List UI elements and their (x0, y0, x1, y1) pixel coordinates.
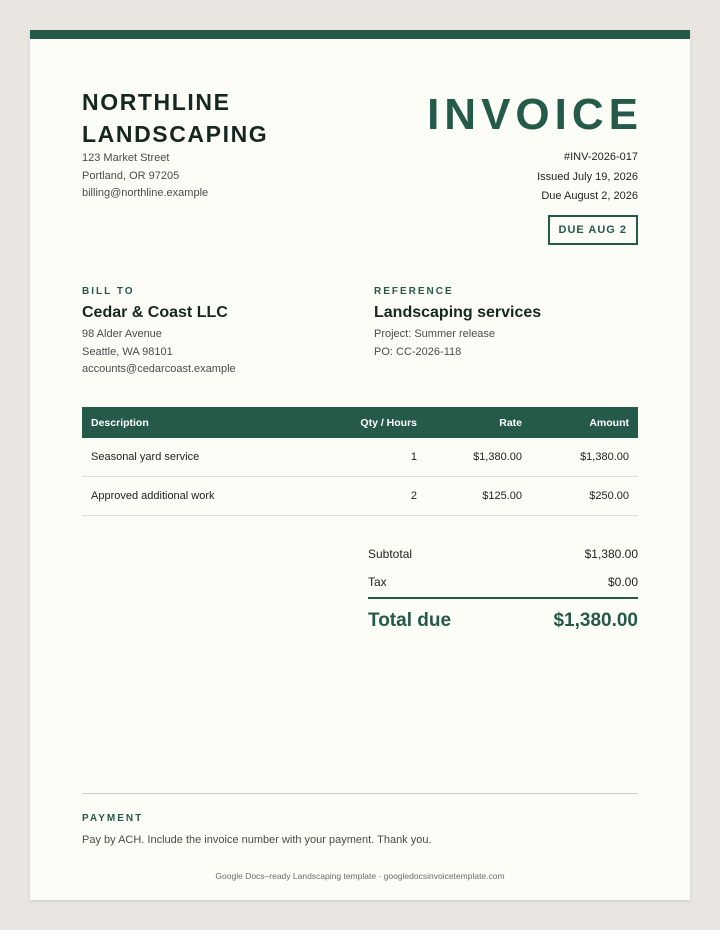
total-due-value: $1,380.00 (553, 610, 638, 631)
due-badge: DUE AUG 2 (548, 215, 639, 245)
row-description: Seasonal yard service (82, 438, 312, 477)
reference-title: Landscaping services (374, 304, 542, 321)
invoice-number: #INV-2026-017 (564, 151, 638, 163)
row-rate: $125.00 (426, 477, 531, 516)
tax-label: Tax (368, 575, 387, 589)
row-qty: 1 (312, 438, 426, 477)
subtotal-label: Subtotal (368, 547, 413, 561)
invoice-page (30, 30, 690, 900)
payment-block (82, 813, 638, 846)
total-due-label: Total due (368, 610, 452, 631)
header-qty: Qty / Hours (360, 416, 417, 429)
table-row (82, 438, 638, 477)
invoice-title: INVOICE (427, 90, 643, 139)
client-street: 98 Alder Avenue (82, 328, 162, 340)
totals-block (368, 540, 638, 643)
subtotal-row (368, 540, 638, 568)
row-description: Approved additional work (82, 477, 312, 516)
reference-po: PO: CC-2026-118 (374, 345, 462, 358)
reference-label: REFERENCE (374, 286, 454, 297)
template-credit: Google Docs–ready Landscaping template · googledocsinvoicetemplate.com (215, 871, 505, 881)
table-header-row (82, 407, 638, 438)
tax-row (368, 568, 638, 596)
row-amount: $250.00 (531, 477, 638, 516)
table-row (82, 477, 638, 516)
tax-value: $0.00 (607, 575, 638, 589)
company-street: 123 Market Street (82, 152, 170, 164)
row-amount: $1,380.00 (531, 438, 638, 477)
client-city: Seattle, WA 98101 (82, 345, 173, 358)
footer-divider (82, 793, 638, 794)
payment-instructions: Pay by ACH. Include the invoice number with your payment. Thank you. (82, 834, 432, 846)
company-name-line2: LANDSCAPING (82, 121, 269, 147)
bill-to-label: BILL TO (82, 286, 135, 297)
invoice-meta-block (338, 86, 643, 245)
header-amount: Amount (589, 416, 629, 429)
company-name-line1: NORTHLINE (82, 89, 231, 115)
bill-to-block (82, 286, 362, 379)
row-qty: 2 (312, 477, 426, 516)
client-email: accounts@cedarcoast.example (82, 363, 236, 375)
top-accent-bar (30, 30, 690, 39)
header-description: Description (91, 416, 149, 429)
company-block (82, 86, 382, 203)
line-items-table (82, 407, 638, 516)
reference-project: Project: Summer release (374, 328, 496, 340)
company-name (82, 86, 382, 150)
due-date: Due August 2, 2026 (541, 190, 638, 202)
client-name: Cedar & Coast LLC (82, 304, 228, 321)
header-rate: Rate (499, 416, 522, 429)
issued-date: Issued July 19, 2026 (537, 170, 638, 183)
payment-label: PAYMENT (82, 813, 144, 824)
company-email: billing@northline.example (82, 187, 209, 199)
company-city: Portland, OR 97205 (82, 169, 180, 182)
row-rate: $1,380.00 (426, 438, 531, 477)
total-due-row (368, 599, 638, 643)
subtotal-value: $1,380.00 (584, 547, 638, 561)
reference-block (374, 286, 638, 361)
